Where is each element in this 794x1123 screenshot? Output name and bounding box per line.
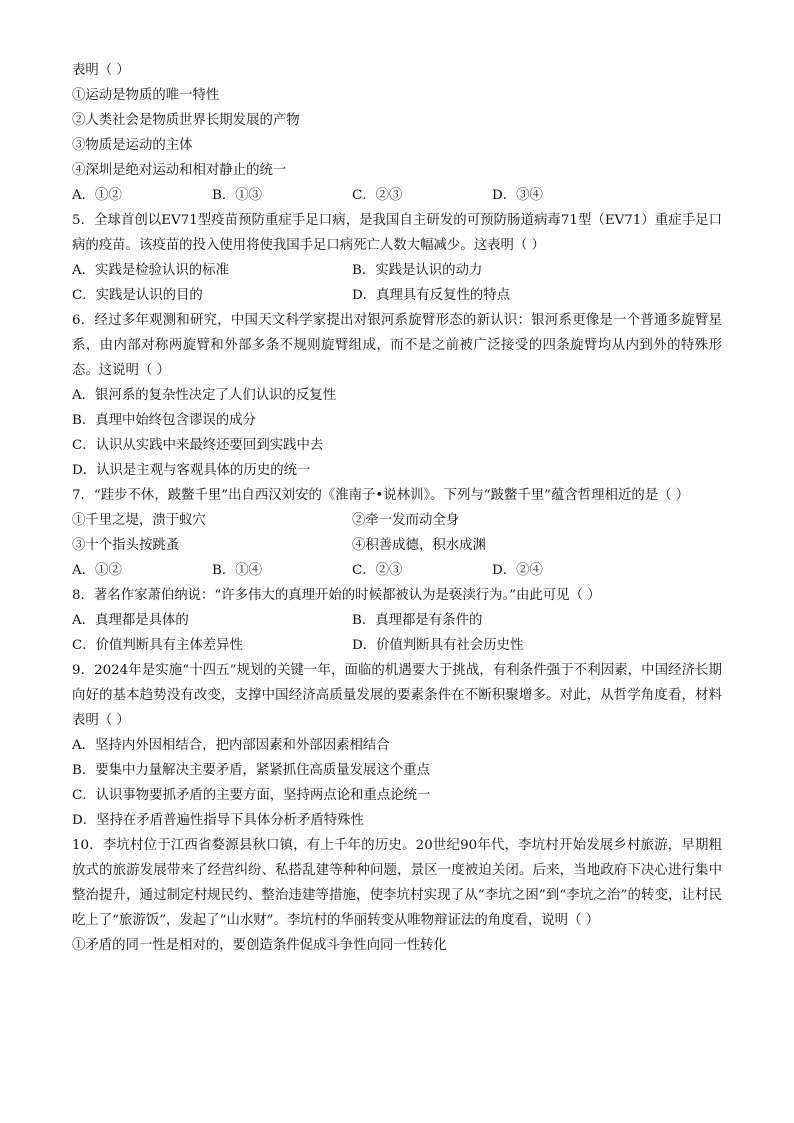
q4-option-a[interactable]: A．①② (72, 188, 122, 203)
q6-option-c[interactable]: C．认识从实践中来最终还要回到实践中去 (72, 438, 324, 453)
q8-options-row-1 (72, 608, 722, 633)
q8-option-d[interactable]: D．价值判断具有社会历史性 (352, 638, 524, 653)
q7-option-a[interactable]: A．①② (72, 563, 122, 578)
q4-statement-1: ①运动是物质的唯一特性 (72, 88, 220, 103)
q8-option-c[interactable]: C．价值判断具有主体差异性 (72, 638, 243, 653)
q4-statement-3: ③物质是运动的主体 (72, 138, 193, 153)
q7-statement-3: ③十个指头按跳蚤 (72, 538, 180, 553)
q5-option-d[interactable]: D．真理具有反复性的特点 (352, 288, 511, 303)
q7-option-b[interactable]: B．①④ (212, 563, 263, 578)
q5-option-b[interactable]: B．实践是认识的动力 (352, 263, 483, 278)
q9-stem: 9．2024年是实施“十四五”规划的关键一年，面临的机遇要大于挑战，有利条件强于不利因素，中国经济长期向好的基本趋势没有改变，支撑中国经济高质量发展的要素条件在不断积聚增多。对此，从哲学角度看，材料表明（ ） (72, 663, 722, 728)
q7-stem: 7．“跬步不休，跛鳖千里”出自西汉刘安的《淮南子•说林训》。下列与“跛鳖千里”蕴含哲理相近的是（ ） (72, 488, 690, 503)
q6-option-b[interactable]: B．真理中始终包含谬误的成分 (72, 413, 256, 428)
q5-option-c[interactable]: C．实践是认识的目的 (72, 288, 203, 303)
q7-option-c[interactable]: C．②③ (352, 563, 403, 578)
exam-page (72, 58, 722, 958)
q8-options-row-2 (72, 633, 722, 658)
q7-statements-row-2 (72, 533, 722, 558)
q9-option-c[interactable]: C．认识事物要抓矛盾的主要方面，坚持两点论和重点论统一 (72, 788, 431, 803)
q4-option-b[interactable]: B．①③ (212, 188, 263, 203)
q7-statement-4: ④积善成德，积水成渊 (352, 538, 486, 553)
q5-options-row-1 (72, 258, 722, 283)
q5-option-a[interactable]: A．实践是检验认识的标准 (72, 263, 229, 278)
q10-statement-1: ①矛盾的同一性是相对的，要创造条件促成斗争性向同一性转化 (72, 938, 447, 953)
q5-options-row-2 (72, 283, 722, 308)
q4-stem-tail: 表明（ ） (72, 63, 130, 78)
q4-statement-4: ④深圳是绝对运动和相对静止的统一 (72, 163, 287, 178)
q7-statements-row-1 (72, 508, 722, 533)
q9-option-d[interactable]: D．坚持在矛盾普遍性指导下具体分析矛盾特殊性 (72, 813, 364, 828)
q7-statement-1: ①千里之堤，溃于蚁穴 (72, 513, 206, 528)
q8-option-a[interactable]: A．真理都是具体的 (72, 613, 189, 628)
q9-option-b[interactable]: B．要集中力量解决主要矛盾，紧紧抓住高质量发展这个重点 (72, 763, 430, 778)
q4-option-c[interactable]: C．②③ (352, 188, 403, 203)
q7-option-d[interactable]: D．②④ (492, 563, 543, 578)
q6-option-d[interactable]: D．认识是主观与客观具体的历史的统一 (72, 463, 311, 478)
q6-stem: 6．经过多年观测和研究，中国天文科学家提出对银河系旋臂形态的新认识：银河系更像是一个普通多旋臂星系，由内部对称两旋臂和外部多条不规则旋臂组成，而不是之前被广泛接受的四条旋臂均从内到外的特殊形态。这说明（ ） (72, 313, 722, 378)
q7-options (72, 558, 722, 583)
q9-option-a[interactable]: A．坚持内外因相结合，把内部因素和外部因素相结合 (72, 738, 390, 753)
q4-option-d[interactable]: D．③④ (492, 188, 543, 203)
q5-stem: 5．全球首创以EV71型疫苗预防重症手足口病，是我国自主研发的可预防肠道病毒71型（EV71）重症手足口病的疫苗。该疫苗的投入使用将使我国手足口病死亡人数大幅减少。这表明（ ） (72, 213, 722, 253)
q8-option-b[interactable]: B．真理都是有条件的 (352, 613, 483, 628)
q10-stem: 10．李坑村位于江西省婺源县秋口镇，有上千年的历史。20世纪90年代，李坑村开始发展乡村旅游，早期粗放式的旅游发展带来了经营纠纷、私搭乱建等种种问题，景区一度被迫关闭。后来，当地政府下决心进行集中整治提升，通过制定村规民约、整治违建等措施，使李坑村实现了从“李坑之困”到“李坑之治”的转变，让村民吃上了“旅游饭”，发起了“山水财”。李坑村的华丽转变从唯物辩证法的角度看，说明（ ） (72, 838, 722, 928)
q4-statement-2: ②人类社会是物质世界长期发展的产物 (72, 113, 300, 128)
q4-options (72, 183, 722, 208)
q7-statement-2: ②牵一发而动全身 (352, 513, 460, 528)
q6-option-a[interactable]: A．银河系的复杂性决定了人们认识的反复性 (72, 388, 337, 403)
q8-stem: 8．著名作家萧伯纳说：“许多伟大的真理开始的时候都被认为是亵渎行为。”由此可见（ ） (72, 588, 601, 603)
